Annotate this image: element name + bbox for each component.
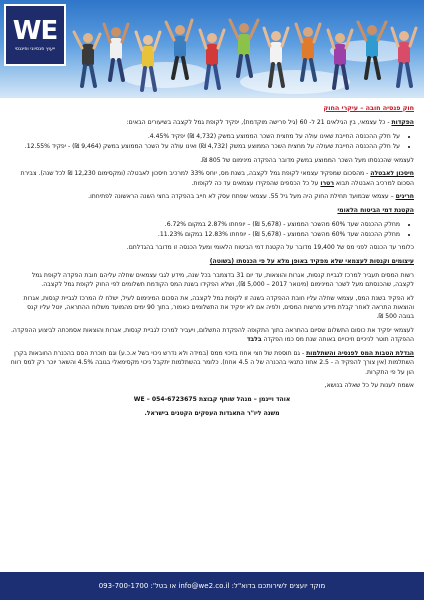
we-logo xyxy=(4,4,66,66)
paragraph-minimum: לעצמאי שהכנסתו מעל השכר הממוצע במשק מדובר בהפקדה מינימום של 805 ₪. xyxy=(200,156,414,164)
national-insurance-list xyxy=(10,220,414,240)
paragraph-tax-authority: רשות המסים תעביר למרכז לגביית קנסות, אגרות והוצאות, עד יום 31 בדצמבר בכל שנה, מידע לגבי עצמאים שחלה עליהם חובת הפקדה לקופת גמל לקצבה, שהכנסתם מעל לשכר המינימום (מינואר 2017 – 5,000 ₪), ושלא הפקידו בשנת המס הקודמת תשלומים לפי החוק לקופת גמל לקצבה. xyxy=(31,271,414,288)
list-item: • מחלק ההכנסה שעד 60% מהשכר הממוצע - (5,678 ₪) – יופחתו 2.87% במקום 6.72%. xyxy=(10,220,400,229)
unemployment-label: חיסכון לאבטלה xyxy=(370,170,414,178)
signature-organization: משנה ליו"ר התאגדות העסקים הקטנים בישראל. xyxy=(144,409,280,417)
logo-subtitle: ייעוץ פנסיוני ופיננסי xyxy=(14,46,56,52)
only-emphasis: בלבד xyxy=(246,336,262,344)
exceptions-label: חריגים xyxy=(395,193,414,201)
tax-benefits-label: הגדלת הטבות המס לפנסיה והשתלמות xyxy=(306,350,414,357)
footer-contact-text: מוקד יועצים לשירותכם בדוא"ל: info@we2.co.il או בטל': 093-700-1700 xyxy=(98,582,326,590)
unemployment-text: - מהסכום שמפקיד עצמאי לקופת גמל לקצבה, בשנת מס, יוחס 33% למרכיב חיסכון לאבטלה (ומקסימום 12,230 ₪ לכל שנה). צבירת הסכום למרכיב האבטלה תבוא xyxy=(20,170,414,187)
paragraph-national-insurance-summary: כלומר עד הכנסה לפני מס של 19,400 מדובר על הקטנת דמי הביטוח הלאומי ומעל הכנסה זו מדובר בהגדלתם. xyxy=(126,244,414,252)
retro-emphasis: רטרו xyxy=(320,179,334,187)
logo-text: WE xyxy=(12,16,58,46)
paragraph-deposits xyxy=(10,118,414,127)
deposits-label: הפקדות xyxy=(391,119,414,127)
document-title: חוק פנסיה חובה – עיקרי החוק xyxy=(323,104,414,112)
signature-name: אוהד וייגמן – מנהל שותף קבוצת WE – 054-6723675 xyxy=(133,396,291,403)
paragraph-fine: לא הפקיד בשנת המס, עצמאי שחלה עליו חובת ההפקדה בשנה זו לקופת גמל לקצבה, את הסכום המינימום לעיל, ישלח לו המרכז לגביית קנסות, אגרות והוצאות התראה לאחר קבלת מידע מרשות המסים, ולפיה אם לא יפקיד את התשלומים כאמור, בתוך 90 ימים מהמועד משלוח ההתראה, יוטל עליו קנס בגובה 500 ₪. xyxy=(23,294,414,321)
paragraph-tax-benefits xyxy=(10,349,414,377)
list-item: • מחלק ההכנסה שעד 60% מהשכר הממוצע - (5,678 ₪) - יופחתו 12.83% במקום 11.23%. xyxy=(10,230,400,239)
list-item: • על חלק ההכנסה החייבת שעולה על מחצית השכר הממוצע במשק (4,732 ₪) ואינו עולה על השכר הממוצע במשק (9,464 ₪) - יפקיד 12.55%. xyxy=(10,142,400,151)
deposit-rates-list xyxy=(10,132,414,152)
paragraph-proof xyxy=(10,326,414,345)
proof-text: לעצמאי יפקיד את כוסום התשלום שסיום בהתראה בתוך התקופה להפקדת התשלום, ויעביר למרכז לגביית קנסות, אגרות והוצאות אסמכתה לביצוע ההפקדה. ההפקדה תוטר לניכיים וזיכויים באותה שנת מס כמו הפקדה xyxy=(11,327,414,344)
header-banner xyxy=(0,0,424,98)
paragraph-closing: אשמח לענות על כל שאלה בנושא, xyxy=(324,382,414,390)
unemployment-tail: על כל הכספים שהפקידו עצמאים עד כה לקופות. xyxy=(191,179,321,187)
penalties-heading: עיצומים וקנסות לעצמאי שלא מפקיד באופן מלא על פי הכנסתו (בשוטה) xyxy=(209,258,414,265)
paragraph-unemployment xyxy=(10,169,414,188)
document-body xyxy=(10,104,414,422)
jumping-people-image xyxy=(70,8,424,98)
list-item: • על חלק ההכנסה החייבת שאינו עולה על מחצית השכר הממוצע במשק (4,732 ₪) יפקיד 4.45%. xyxy=(10,132,400,141)
paragraph-exceptions xyxy=(10,192,414,201)
contact-footer xyxy=(0,572,424,600)
tax-benefits-text: - גם תוספת של חצי אחוז בזיכוי ממס (במידה ולא נדרש ניכוי בשל א.כ.ע) וגם תוכרת הסם בהכנרת החובאות בקרן השתלמות (אין צורך להפקיד ה - 2.5 אחוז כתנאי בהכנרה של ה 4.5 אחוז). כלומר בהשתלמות יתקבל ניכוי מקסימאלי בגובה 4.5% והשאר יוכר רק למס רווח הון על פי התקרות. xyxy=(10,350,414,376)
deposits-text: - כל עצמאי, בין הגילאים 21 ל- 60 (גיל פרישה מוקדמת), יפקיד לקופת גמל לקצבה בשיעורים הבאים: xyxy=(126,119,392,127)
national-insurance-heading: הקטנת דמי הביטוח הלאומי xyxy=(337,207,414,214)
exceptions-text: – עצמאי שבמועד תחילת החוק היה מעל גיל 55. עצמאי שפתח עסק לא חייב בהפקדה בחצי השנה הראשונה לפתיחתו. xyxy=(88,193,396,201)
